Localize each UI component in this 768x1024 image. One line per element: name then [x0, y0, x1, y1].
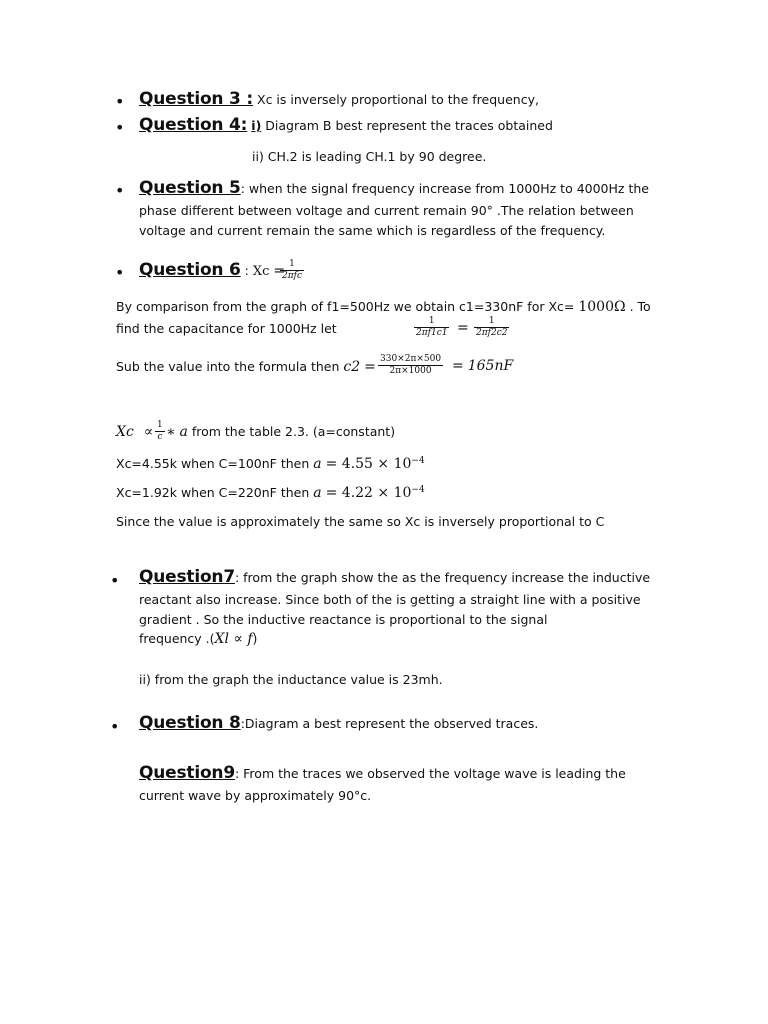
- q5-heading: Question 5: [139, 178, 241, 198]
- q6-example1: [116, 456, 425, 472]
- q8-line: [139, 713, 538, 733]
- q7-line4-close: ): [252, 631, 258, 646]
- q6-prop-text: from the table 2.3. (a=constant): [191, 424, 396, 439]
- q6-f2-den: 2πf2c2: [476, 328, 508, 338]
- q6-prop-den: c: [157, 432, 163, 442]
- bullet-q6: •: [115, 263, 125, 282]
- q6-sub-den: 2π×1000: [389, 366, 432, 376]
- q6-xc-label: Xc: [252, 264, 270, 279]
- q7-line4-text: frequency .(: [139, 631, 215, 646]
- q6-sub-result-eq: =: [452, 358, 464, 374]
- q6-ex1-a: a: [313, 456, 322, 473]
- q6-sub-line: Sub the value into the formula then c2 =: [116, 359, 376, 375]
- q6-heading: Question 6: [139, 260, 241, 280]
- q6-xc-frac-num: 1: [289, 259, 295, 269]
- q6-f2-num: 1: [488, 316, 495, 326]
- q6-f-eq: =: [457, 320, 469, 336]
- q7-line1-text: : from the graph show the as the frequency increase the inductive: [234, 570, 651, 585]
- q6-xc-frac-den: 2πfc: [282, 271, 303, 281]
- q3-line: [139, 89, 539, 109]
- q6-eq: =: [273, 263, 286, 279]
- q6-example2: [116, 485, 425, 501]
- q6-f1-num: 1: [428, 316, 435, 326]
- q6-prop-star: ∗: [166, 424, 176, 440]
- q3-heading: Question 3 :: [139, 89, 254, 109]
- q4-heading: Question 4:: [139, 115, 248, 135]
- q5-line1-text: : when the signal frequency increase from 1000Hz to 4000Hz the: [240, 181, 649, 196]
- q7-line4-math: Xl ∝ f: [214, 631, 253, 647]
- q4-line: [139, 115, 553, 135]
- q5-line2: phase different between voltage and current remain 90° .The relation between: [139, 203, 634, 218]
- q6-colon: :: [244, 263, 249, 278]
- q6-xc-fraction: [280, 259, 304, 282]
- q4-part-ii: ii) CH.2 is leading CH.1 by 90 degree.: [252, 149, 487, 164]
- q6-f2-fraction: [474, 316, 509, 339]
- q6-sub-result-value: 165nF: [467, 358, 514, 374]
- q6-prop-line-right: [166, 424, 395, 440]
- q8-text: :Diagram a best represent the observed traces.: [240, 716, 539, 731]
- q6-f1-den: 2πf1c1: [416, 328, 448, 338]
- q5-line3: voltage and current remain the same which is regardless of the frequency.: [139, 223, 606, 238]
- bullet-q5: •: [115, 181, 125, 200]
- q7-line2: reactant also increase. Since both of the is getting a straight line with a positive: [139, 592, 641, 607]
- q6-comp-text: By comparison from the graph of f1=500Hz we obtain c1=330nF for Xc=: [116, 299, 575, 314]
- q7-line3: gradient . So the inductive reactance is proportional to the signal: [139, 612, 548, 627]
- q6-sub-fraction: [378, 354, 443, 377]
- q6-prop-xc: Xc: [116, 424, 134, 440]
- q9-line1: [139, 763, 626, 783]
- q6-f1-fraction: [414, 316, 449, 339]
- q9-heading: Question9: [139, 763, 235, 783]
- q6-comp-tail: . To: [629, 299, 651, 314]
- q6-ex1-eq: = 4.55 × 10: [325, 456, 412, 473]
- q6-prop-line-left: [116, 424, 153, 440]
- q6-sub-num: 330×2π×500: [380, 354, 442, 364]
- q7-heading: Question7: [139, 567, 235, 587]
- q6-conclusion: Since the value is approximately the same so Xc is inversely proportional to C: [116, 514, 605, 529]
- q6-ex1-text: Xc=4.55k when C=100nF then: [116, 456, 310, 472]
- q4-text: Diagram B best represent the traces obtained: [265, 118, 553, 133]
- q6-ex2-eq: = 4.22 × 10: [325, 485, 412, 502]
- q8-heading: Question 8: [139, 713, 241, 733]
- q6-comp-line2: find the capacitance for 1000Hz let: [116, 321, 337, 336]
- q6-comp-line1: [116, 299, 651, 315]
- q6-ex2-exp: −4: [411, 485, 425, 495]
- q6-prop-a: a: [179, 424, 188, 440]
- q9-line1-text: : From the traces we observed the voltage wave is leading the: [234, 766, 626, 781]
- bullet-q3: •: [115, 92, 125, 111]
- q3-text: Xc is inversely proportional to the frequency,: [257, 92, 539, 107]
- q7-line4: [139, 631, 257, 647]
- q6-ex2-text: Xc=1.92k when C=220nF then: [116, 485, 310, 501]
- q5-line1: [139, 178, 649, 198]
- q6-c2: c2: [343, 359, 361, 375]
- q6-ex2-a: a: [313, 485, 322, 502]
- q6-prop-num: 1: [157, 420, 163, 430]
- q6-prop-symbol: ∝: [143, 424, 154, 440]
- q4-part-i: i): [251, 118, 262, 133]
- bullet-q4: •: [115, 118, 125, 137]
- q6-heading-line: [139, 260, 285, 280]
- q6-sub-result: [452, 358, 513, 374]
- q6-comp-value: 1000Ω: [578, 299, 626, 315]
- bullet-q7: •: [110, 571, 120, 590]
- q6-ex1-exp: −4: [411, 456, 425, 466]
- bullet-q8: •: [110, 717, 120, 736]
- q7-line1: [139, 567, 650, 587]
- q9-line2: current wave by approximately 90°c.: [139, 788, 372, 803]
- q6-prop-fraction: [155, 420, 165, 443]
- q7-part-ii: ii) from the graph the inductance value is 23mh.: [139, 672, 443, 687]
- q6-sub-text: Sub the value into the formula then: [116, 359, 340, 374]
